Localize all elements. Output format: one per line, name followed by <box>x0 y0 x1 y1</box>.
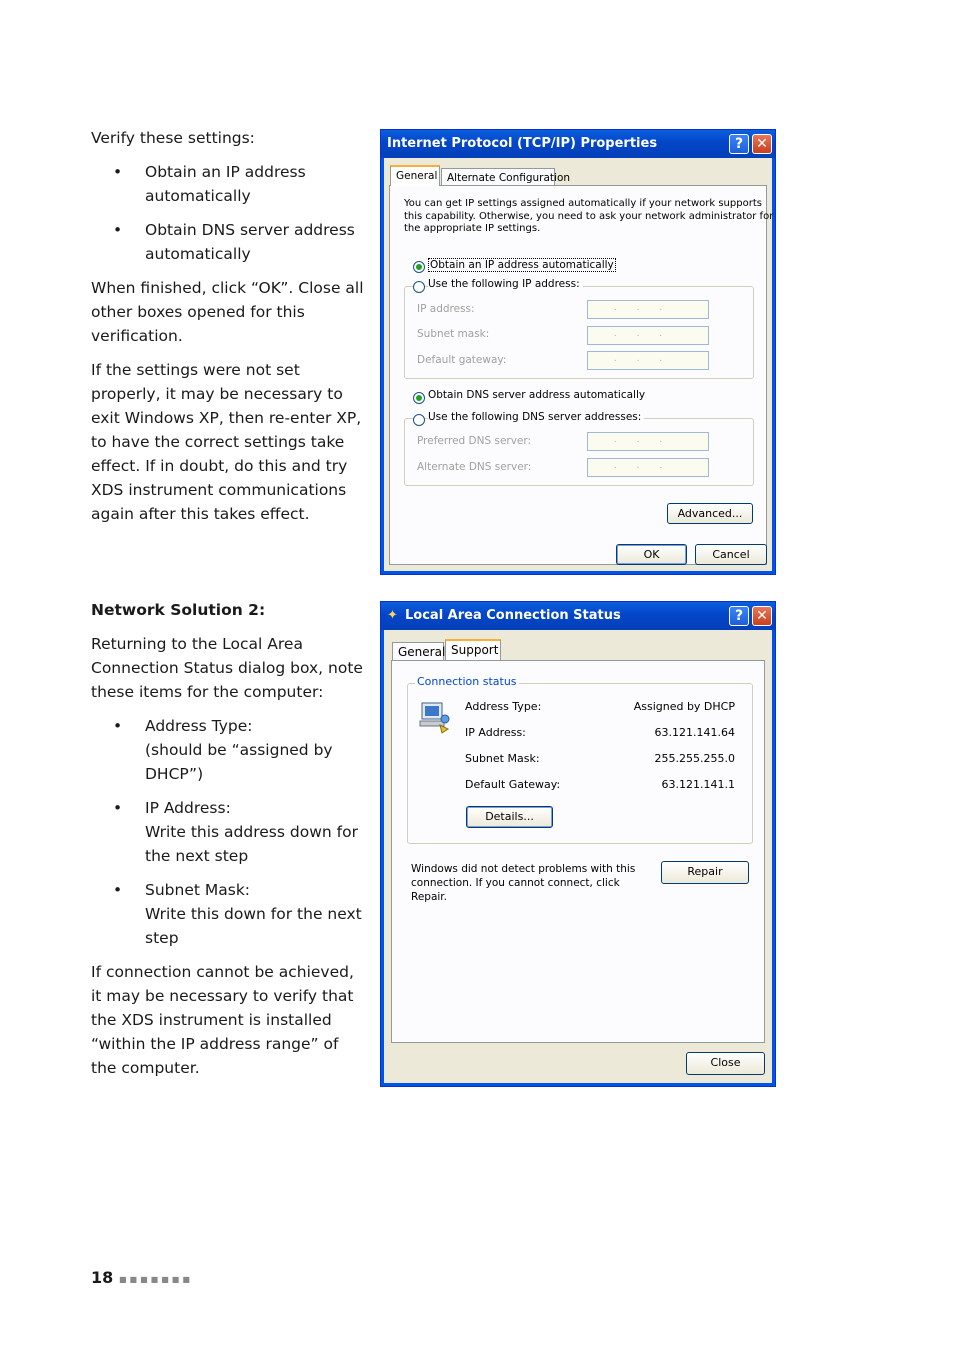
alternate-dns-field[interactable]: ... <box>587 458 709 477</box>
section-heading: Network Solution 2: <box>91 601 266 619</box>
paragraph: If connection cannot be achieved, it may be necessary to verify that the XDS instrument is installed “within the IP address range” of the computer. <box>91 963 354 1077</box>
description-line: You can get IP settings assigned automatically if your network supports <box>404 198 762 209</box>
preferred-dns-field[interactable]: ... <box>587 432 709 451</box>
dialog-body <box>384 158 772 571</box>
message-line: Windows did not detect problems with this <box>411 863 636 875</box>
default-gateway-label: Default Gateway: <box>465 778 561 791</box>
description-line: the appropriate IP settings. <box>404 223 541 234</box>
page-dots: ■■■■■■■ <box>119 1275 193 1284</box>
help-button[interactable]: ? <box>729 606 749 626</box>
manual-ip-label[interactable]: Use the following IP address: <box>428 278 583 290</box>
tab-support[interactable]: Support <box>445 639 501 660</box>
address-type-value: Assigned by DHCP <box>633 700 735 713</box>
default-gateway-field[interactable]: ... <box>587 351 709 370</box>
item-note: Write this address down for the next step <box>145 823 358 865</box>
item-title: Subnet Mask: <box>145 881 251 899</box>
tab-general[interactable]: General <box>392 642 444 660</box>
dialog-body <box>384 630 772 1083</box>
network-computer-icon <box>418 699 454 735</box>
preferred-dns-label: Preferred DNS server: <box>417 435 532 447</box>
message-line: connection. If you cannot connect, click <box>411 877 620 889</box>
ip-address-value: 63.121.141.64 <box>654 726 735 739</box>
close-icon[interactable]: ✕ <box>752 606 772 626</box>
group-title: Connection status <box>417 675 517 688</box>
tab-general[interactable]: General <box>390 165 440 186</box>
auto-ip-radio[interactable] <box>413 261 425 273</box>
close-icon[interactable]: ✕ <box>752 134 772 154</box>
list-item <box>91 714 366 786</box>
address-type-label: Address Type: <box>465 700 542 713</box>
list-item <box>91 878 366 950</box>
advanced-button[interactable]: Advanced... <box>667 503 753 524</box>
ip-address-field[interactable]: ... <box>587 300 709 319</box>
description-line: this capability. Otherwise, you need to ask your network administrator for <box>404 210 774 222</box>
settings-list <box>91 160 366 266</box>
list-item <box>91 796 366 868</box>
intro-text: Returning to the Local Area Connection Status dialog box, note these items for the computer: <box>91 635 363 701</box>
diagnosis-message <box>411 862 635 904</box>
item-title: Address Type: <box>145 717 253 735</box>
page-number: 18 <box>91 1268 114 1287</box>
details-button[interactable]: Details... <box>466 806 553 828</box>
ip-address-label: IP address: <box>417 303 475 315</box>
tcpip-properties-dialog <box>380 129 776 575</box>
tab-alternate-configuration[interactable]: Alternate Configuration <box>441 168 555 186</box>
ok-button[interactable]: OK <box>616 544 687 565</box>
subnet-mask-field[interactable]: ... <box>587 326 709 345</box>
general-panel <box>389 185 774 565</box>
default-gateway-label: Default gateway: <box>417 354 507 366</box>
instructions-bottom <box>91 598 366 1090</box>
paragraph: When finished, click “OK”. Close all other boxes opened for this verification. <box>91 279 364 345</box>
manual-dns-label[interactable]: Use the following DNS server addresses: <box>428 411 644 423</box>
default-gateway-value: 63.121.141.1 <box>661 778 735 791</box>
description <box>404 198 773 236</box>
intro-text: Verify these settings: <box>91 129 255 147</box>
subnet-mask-label: Subnet mask: <box>417 328 490 340</box>
paragraph: If the settings were not set properly, it may be necessary to exit Windows XP, then re-enter XP, to have the correct settings take effect. If in doubt, do this and try XDS instrument communications again after this takes effect. <box>91 361 362 523</box>
message-line: Repair. <box>411 891 447 903</box>
close-button[interactable]: Close <box>686 1052 765 1075</box>
items-list <box>91 714 366 950</box>
alternate-dns-label: Alternate DNS server: <box>417 461 532 473</box>
manual-dns-radio[interactable] <box>413 414 425 426</box>
dialog-title: Local Area Connection Status <box>405 608 621 623</box>
auto-dns-radio[interactable] <box>413 392 425 404</box>
item-note: Write this down for the next step <box>145 905 362 947</box>
help-button[interactable]: ? <box>729 134 749 154</box>
item-note: (should be “assigned by DHCP”) <box>145 741 333 783</box>
instructions-top <box>91 126 366 536</box>
auto-ip-label[interactable]: Obtain an IP address automatically <box>430 259 614 271</box>
title-bar <box>381 130 775 158</box>
support-panel <box>391 660 765 1043</box>
title-bar <box>381 602 775 630</box>
repair-button[interactable]: Repair <box>661 861 749 884</box>
dialog-title: Internet Protocol (TCP/IP) Properties <box>387 136 658 151</box>
item-title: IP Address: <box>145 799 231 817</box>
subnet-mask-value: 255.255.255.0 <box>654 752 735 765</box>
manual-ip-radio[interactable] <box>413 281 425 293</box>
subnet-mask-label: Subnet Mask: <box>465 752 540 765</box>
list-item: • Obtain an IP address automatically <box>91 160 366 208</box>
network-icon: ✦ <box>387 608 398 623</box>
cancel-button[interactable]: Cancel <box>695 544 767 565</box>
lan-status-dialog <box>380 601 776 1087</box>
ip-address-label: IP Address: <box>465 726 526 739</box>
list-item: • Obtain DNS server address automatically <box>91 218 366 266</box>
auto-dns-label[interactable]: Obtain DNS server address automatically <box>428 389 646 401</box>
